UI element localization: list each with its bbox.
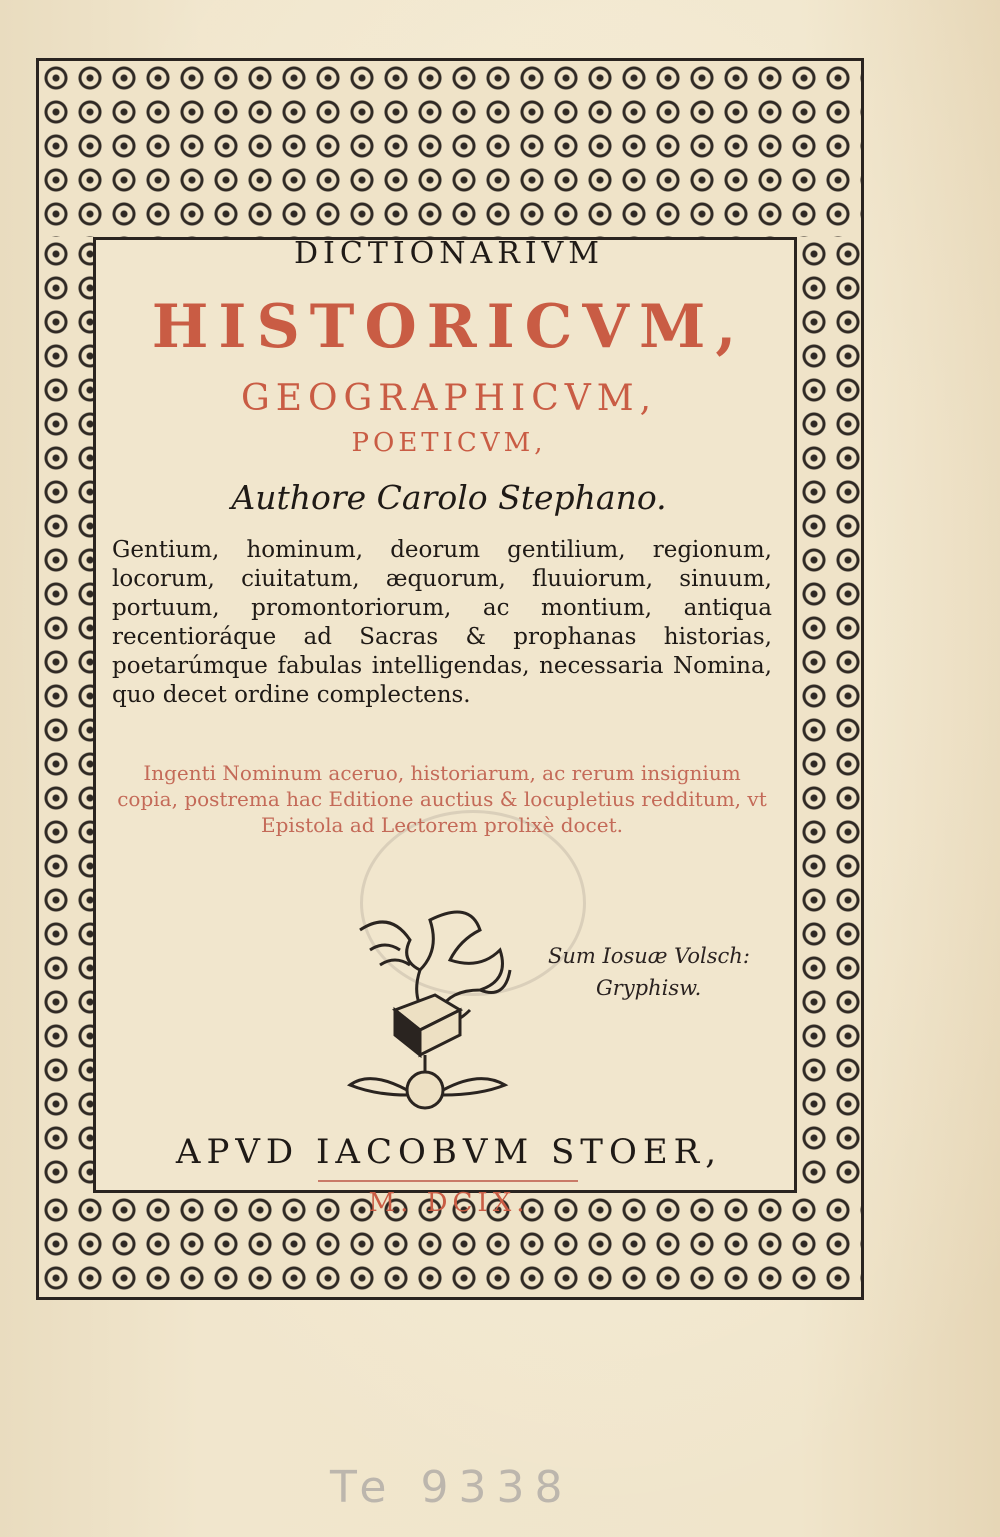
printer-line: APVD IACOBVM STOER, [175, 1132, 723, 1172]
title-line-4: POETICVM, [351, 428, 547, 458]
title-line-2: HISTORICVM, [151, 292, 747, 362]
border-band-left [39, 237, 93, 1193]
inscription-line-2: Gryphisw. [596, 976, 702, 1000]
inscription-line-1: Sum Iosuæ Volsch: [548, 944, 750, 968]
edition-note: Ingenti Nominum aceruo, historiarum, ac rerum insignium copia, postrema hac Editione auctius & locupletius redditum, vt Epistola ad Lectorem prolixè docet. [117, 761, 767, 837]
date-rule [318, 1180, 578, 1182]
title-line-3: GEOGRAPHICVM, [240, 378, 658, 419]
publication-date: M. DCIX. [368, 1188, 530, 1218]
shelfmark: Te 9338 [330, 1462, 573, 1513]
description-text: Gentium, hominum, deorum gentilium, regionum, locorum, ciuitatum, æquorum, fluuiorum, sinuum, portuum, promontoriorum, ac montium, antiqua recentioráque ad Sacras & prophanas historias, poetarúmque fabulas intelligendas, necessaria Nomina, quo decet ordine complectens. [112, 537, 772, 708]
border-band-top [39, 61, 861, 237]
printer-device-icon [330, 890, 530, 1120]
author-line: Authore Carolo Stephano. [231, 478, 667, 517]
ownership-inscription [548, 940, 778, 1004]
title-line-1: DICTIONARIVM [293, 236, 605, 271]
